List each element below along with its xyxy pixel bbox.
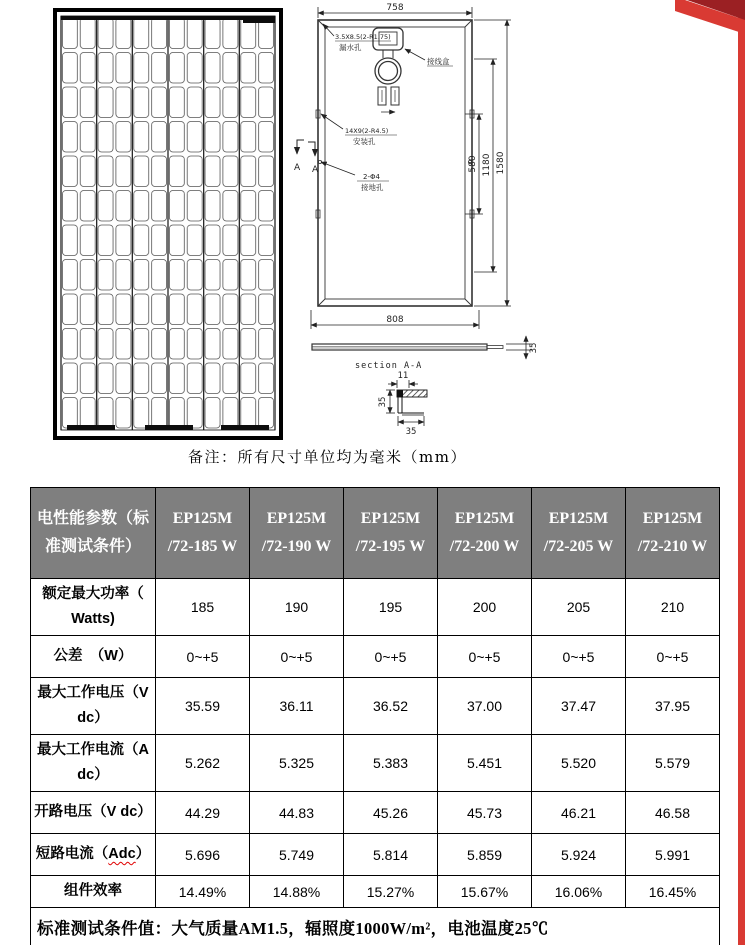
drain-hole-spec: 3.5X8.5(2-R1.75): [335, 33, 391, 41]
value-cell: 190: [250, 579, 344, 636]
value-cell: 35.59: [156, 678, 250, 735]
dimension-unit-note: 备注：所有尺寸单位均为毫米（mm）: [188, 448, 467, 466]
bracket-shape: [397, 390, 427, 415]
value-cell: 0~+5: [626, 636, 720, 678]
row-imp: [31, 735, 720, 792]
section-marker-a-right: A: [312, 165, 319, 175]
ground-hole-label: 接地孔: [361, 183, 384, 192]
row-label: 最大工作电流（A dc）: [31, 735, 156, 792]
panel-rear-view-drawing: [293, 2, 528, 335]
row-label: 公差 （W）: [31, 636, 156, 678]
dim-section-35: 35: [529, 342, 539, 354]
value-cell: 37.00: [438, 678, 532, 735]
value-cell: 44.29: [156, 792, 250, 834]
value-cell: 5.696: [156, 834, 250, 876]
dim-808: 808: [386, 315, 404, 325]
value-cell: 5.520: [532, 735, 626, 792]
value-cell: 15.27%: [344, 876, 438, 908]
value-cell: 16.45%: [626, 876, 720, 908]
row-voc: [31, 792, 720, 834]
value-cell: 15.67%: [438, 876, 532, 908]
value-cell: 37.95: [626, 678, 720, 735]
dim-1580: 1580: [496, 151, 506, 175]
model-header-185: EP125M /72-185 W: [156, 488, 250, 579]
value-cell: 45.26: [344, 792, 438, 834]
value-cell: 45.73: [438, 792, 532, 834]
value-cell: 210: [626, 579, 720, 636]
value-cell: 5.859: [438, 834, 532, 876]
value-cell: 205: [532, 579, 626, 636]
row-label: 最大工作电压（V dc）: [31, 678, 156, 735]
panel-front-view-drawing: [53, 8, 283, 440]
row-label-text: 短路电流（: [35, 845, 109, 862]
value-cell: 5.924: [532, 834, 626, 876]
section-marker-a-left: A: [294, 163, 301, 173]
test-conditions-note: 标准测试条件值：大气质量AM1.5，辐照度1000W/m²，电池温度25℃: [31, 908, 720, 945]
dim-1180: 1180: [482, 153, 492, 177]
model-header-190: EP125M /72-190 W: [250, 488, 344, 579]
value-cell: 5.991: [626, 834, 720, 876]
value-cell: 5.579: [626, 735, 720, 792]
section-cut-marks: [297, 140, 315, 156]
row-label-text: ）: [135, 845, 151, 862]
value-cell: 5.814: [344, 834, 438, 876]
row-max-power: [31, 579, 720, 636]
dim-580: 580: [468, 155, 478, 173]
model-header-210: EP125M /72-210 W: [626, 488, 720, 579]
row-tolerance: [31, 636, 720, 678]
bracket-detail-drawing: [352, 366, 467, 444]
value-cell: 0~+5: [156, 636, 250, 678]
model-header-205: EP125M /72-205 W: [532, 488, 626, 579]
junction-box-label: 接线盒: [427, 57, 450, 66]
row-label: 额定最大功率（ Watts): [31, 579, 156, 636]
value-cell: 14.88%: [250, 876, 344, 908]
value-cell: 46.21: [532, 792, 626, 834]
electrical-spec-table: [30, 487, 720, 945]
value-cell: 46.58: [626, 792, 720, 834]
page-edge-red-strip: [738, 0, 745, 945]
value-cell: 16.06%: [532, 876, 626, 908]
dim-bracket-35-bottom: 35: [405, 427, 417, 437]
value-cell: 5.325: [250, 735, 344, 792]
ground-hole-spec: 2-Φ4: [363, 173, 380, 181]
model-header-195: EP125M /72-195 W: [344, 488, 438, 579]
value-cell: 0~+5: [438, 636, 532, 678]
section-bar: [312, 344, 503, 350]
value-cell: 0~+5: [344, 636, 438, 678]
value-cell: 5.383: [344, 735, 438, 792]
dim-bracket-11: 11: [397, 371, 409, 381]
row-label: 组件效率: [31, 876, 156, 908]
dim-758: 758: [386, 3, 404, 13]
value-cell: 14.49%: [156, 876, 250, 908]
rear-frame: [316, 20, 474, 306]
value-cell: 36.52: [344, 678, 438, 735]
value-cell: 0~+5: [250, 636, 344, 678]
table-header-row: [31, 488, 720, 579]
value-cell: 200: [438, 579, 532, 636]
row-efficiency: [31, 876, 720, 908]
section-caption: section A-A: [355, 361, 423, 371]
table-footer-row: [31, 908, 720, 945]
model-header-200: EP125M /72-200 W: [438, 488, 532, 579]
value-cell: 5.451: [438, 735, 532, 792]
value-cell: 195: [344, 579, 438, 636]
param-header-cell: 电性能参数（标准测试条件）: [31, 488, 156, 579]
mount-hole-label: 安装孔: [353, 137, 376, 146]
page-corner-ribbon: [675, 0, 745, 48]
value-cell: 44.83: [250, 792, 344, 834]
row-label-spellcheck-text: Adc: [108, 845, 136, 862]
value-cell: 185: [156, 579, 250, 636]
spec-table-container: [30, 487, 720, 945]
row-label: [31, 834, 156, 876]
row-vmp: [31, 678, 720, 735]
drain-hole-label: 漏水孔: [339, 43, 362, 52]
value-cell: 36.11: [250, 678, 344, 735]
row-label: 开路电压（V dc）: [31, 792, 156, 834]
value-cell: 0~+5: [532, 636, 626, 678]
value-cell: 5.749: [250, 834, 344, 876]
value-cell: 5.262: [156, 735, 250, 792]
mount-hole-spec: 14X9(2-R4.5): [345, 127, 389, 135]
value-cell: 37.47: [532, 678, 626, 735]
row-isc: [31, 834, 720, 876]
bracket-dim-lines: [386, 380, 424, 426]
dim-bracket-35-side: 35: [378, 396, 388, 408]
